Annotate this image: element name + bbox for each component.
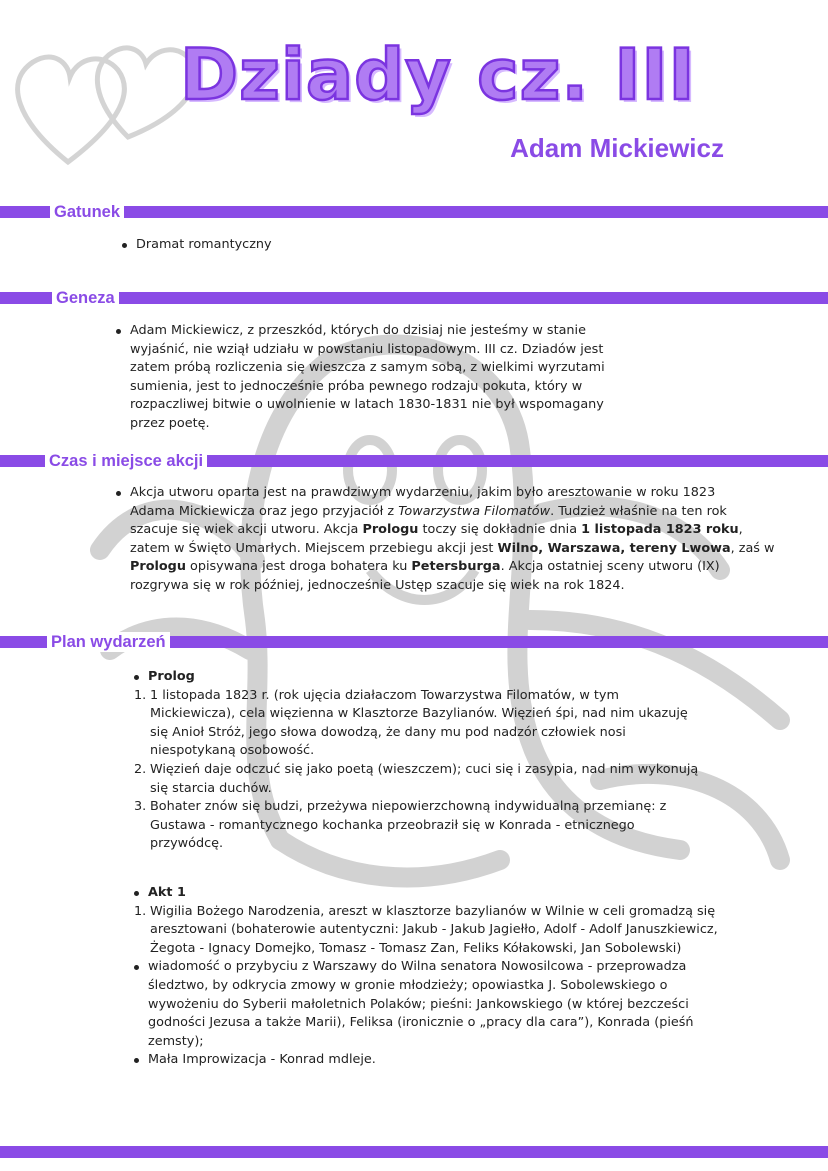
text-line: przez poetę. (130, 415, 210, 431)
society-name: Towarzystwa Filomatów (398, 503, 551, 519)
list-item: wiadomość o przybyciu z Warszawy do Wilna senatora Nowosilcowa - przeprowadza śledztwo, by odkrycia zmowy w gronie młodzieży; opowiastka J. Sobolewskiego o wywożeniu do Syberii małoletnich Polaków; pieśni: Jankowskiego (w której bezcześci godności Jezusa a także Marii), Feliksa (ironicznie o „pracy dla cara”), Konrada (pieśń zemsty); (148, 958, 718, 1051)
list-item: 3. Bohater znów się budzi, przeżywa niepowierzchowną indywidualną przemianę: z Gustawa - romantycznego kochanka przeobraził się w Konrada - etnicznego przywódcę. (134, 799, 667, 852)
list-item (130, 484, 775, 596)
list-item: Mała Improwizacja - Konrad mdleje. (148, 1051, 718, 1070)
section-bar-geneza (0, 289, 828, 307)
section-heading-gatunek: Gatunek (50, 202, 124, 222)
section-bar-gatunek (0, 203, 828, 221)
geneza-content (116, 322, 605, 434)
prolog-heading: Prolog (148, 668, 718, 687)
list-item: Dramat romantyczny (136, 236, 272, 255)
list-item: 1. 1 listopada 1823 r. (rok ujęcia działaczom Towarzystwa Filomatów, w tym Mickiewicza), cela więzienna w Klasztorze Bazylianów. Więzień śpi, nad nim ukazuję się Anioł Stróż, jego słowa dowodzą, że dany mu pod nadzór człowiek nosi niespotykaną osobowość. (134, 687, 688, 759)
list-item (130, 322, 605, 434)
czas-content (116, 484, 775, 596)
text-line: Prologu opisywana jest droga bohatera ku Petersburga. Akcja ostatniej sceny utworu (IX) (130, 559, 720, 575)
text-line: rozpaczliwej bitwie o uwolnienie w latach 1830-1831 nie był wspomagany (130, 397, 604, 413)
section-heading-czas: Czas i miejsce akcji (45, 451, 207, 471)
text-line: Adama Mickiewicza oraz jego przyjaciół z Towarzystwa Filomatów. Tudzież właśnie na ten rok (130, 503, 727, 519)
section-bar-czas (0, 452, 828, 470)
text-line: wyjaśnić, nie wziął udziału w powstaniu listopadowym. III cz. Dziadów jest (130, 341, 604, 357)
text-line: rozgrywa się w rok później, jednocześnie Ustęp szacuje się wiek na rok 1824. (130, 577, 625, 593)
footer-bar (0, 1146, 828, 1158)
section-heading-geneza: Geneza (52, 288, 119, 308)
akt1-heading: Akt 1 (148, 884, 718, 903)
text-line: Adam Mickiewicz, z przeszkód, których do dzisiaj nie jesteśmy w stanie (130, 323, 586, 338)
list-item: 1. Wigilia Bożego Narodzenia, areszt w klasztorze bazylianów w Wilnie w celi gromadzą się aresztowani (bohaterowie autentyczni: Jakub - Jakub Jagiełło, Adolf - Adolf Januszkiewicz, Żegota - Ignacy Domejko, Tomasz - Tomasz Zan, Feliks Kółakowski, Jan Sobolewski) (134, 903, 718, 956)
text-line: zatem w Święto Umarłych. Miejscem przebiegu akcji jest Wilno, Warszawa, tereny Lwowa, zaś w (130, 540, 775, 556)
hearts-watermark-icon (8, 22, 208, 172)
plan-content (134, 668, 718, 1070)
text-line: Akcja utworu oparta jest na prawdziwym wydarzeniu, jakim było aresztowanie w roku 1823 (130, 485, 716, 500)
text-line: sumienia, jest to jednocześnie próba pewnego rodzaju pokuta, który w (130, 378, 583, 394)
gatunek-content (122, 236, 272, 255)
text-line: szacuje się wiek akcji utworu. Akcja Prologu toczy się dokładnie dnia 1 listopada 1823 roku, (130, 522, 743, 538)
list-item: 2. Więzień daje odczuć się jako poetą (wieszczem); cuci się i zasypia, nad nim wykonują się starcia duchów. (134, 761, 699, 796)
section-bar-plan (0, 633, 828, 651)
document-title: Dziady cz. III (180, 34, 696, 116)
section-heading-plan: Plan wydarzeń (47, 632, 170, 652)
author-name: Adam Mickiewicz (510, 133, 724, 163)
text-line: zatem próbą rozliczenia się wieszcza z samym sobą, z wielkimi wyrzutami (130, 360, 605, 376)
